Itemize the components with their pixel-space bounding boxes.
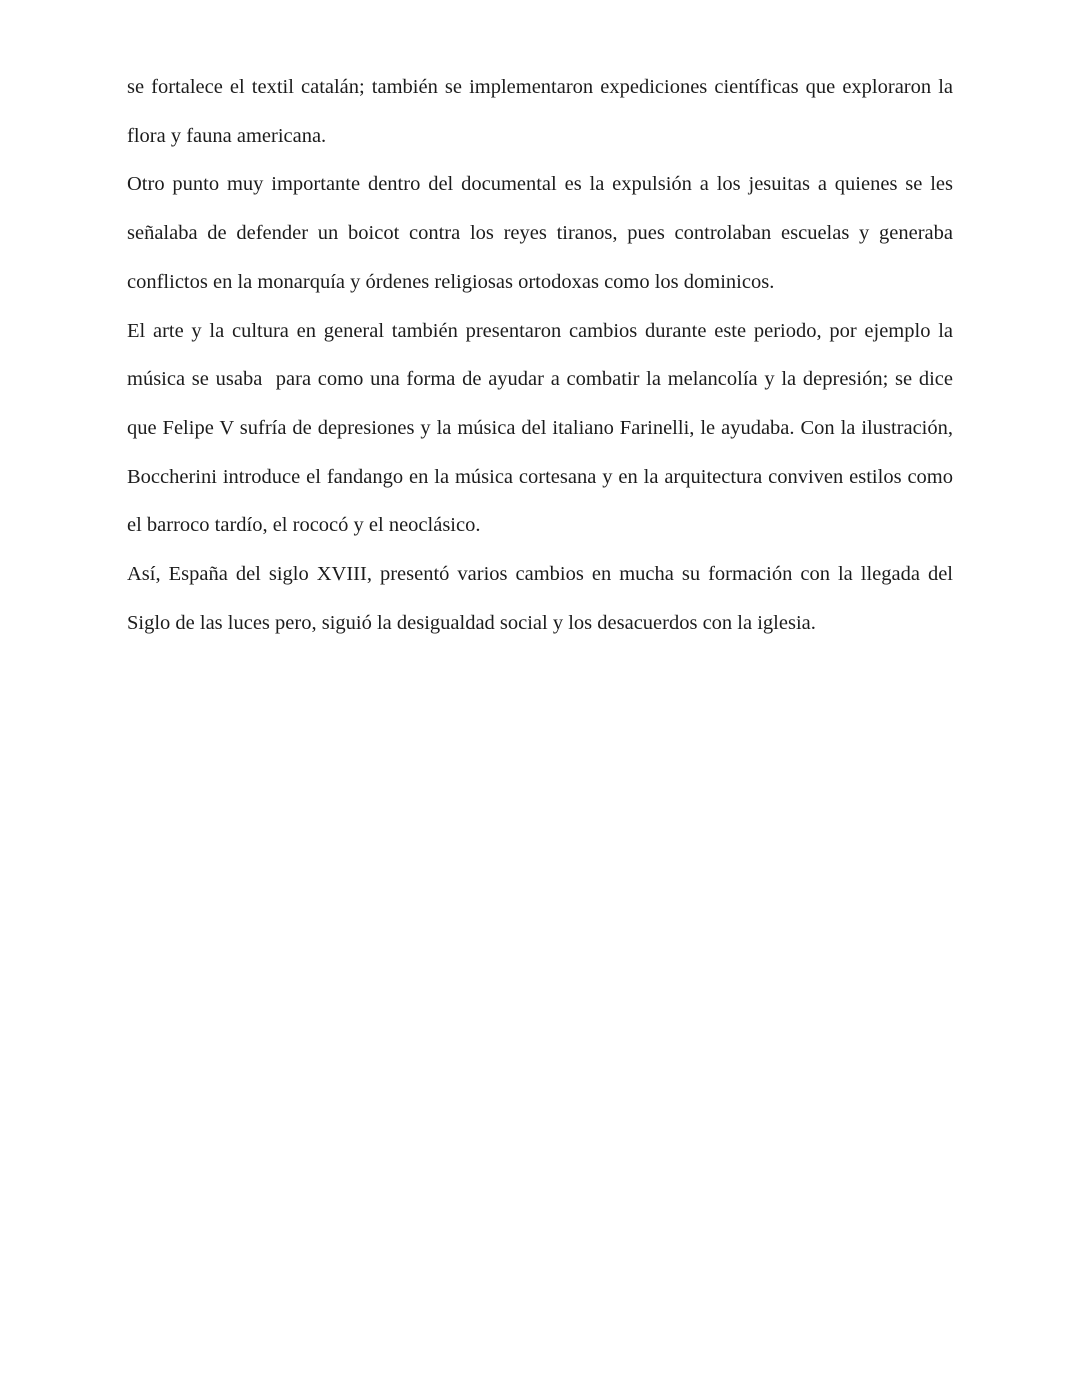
paragraph-conclusion: Así, España del siglo XVIII, presentó varios cambios en mucha su formación con la llegada del Siglo de las luces pero, siguió la desigualdad social y los desacuerdos con la iglesia. [127, 563, 959, 634]
paragraph-art-culture: El arte y la cultura en general también presentaron cambios durante este periodo, por ejemplo la música se usaba para como una forma de ayudar a combatir la melancolía y la depresión; se dice que Felipe V sufría de depresiones y la música del italiano Farinelli, le ayudaba. Con la ilustración, Boccherini introduce el fandango en la música cortesana y en la arquitectura conviven estilos como el barroco tardío, el rococó y el neoclásico. [127, 319, 959, 537]
paragraph-jesuits: Otro punto muy importante dentro del documental es la expulsión a los jesuitas a quienes se les señalaba de defender un boicot contra los reyes tiranos, pues controlaban escuelas y generaba conflictos en la monarquía y órdenes religiosas ortodoxas como los dominicos. [127, 173, 959, 293]
paragraph-continuation: se fortalece el textil catalán; también se implementaron expediciones científicas que exploraron la flora y fauna americana. [127, 76, 959, 147]
document-body [127, 63, 959, 647]
